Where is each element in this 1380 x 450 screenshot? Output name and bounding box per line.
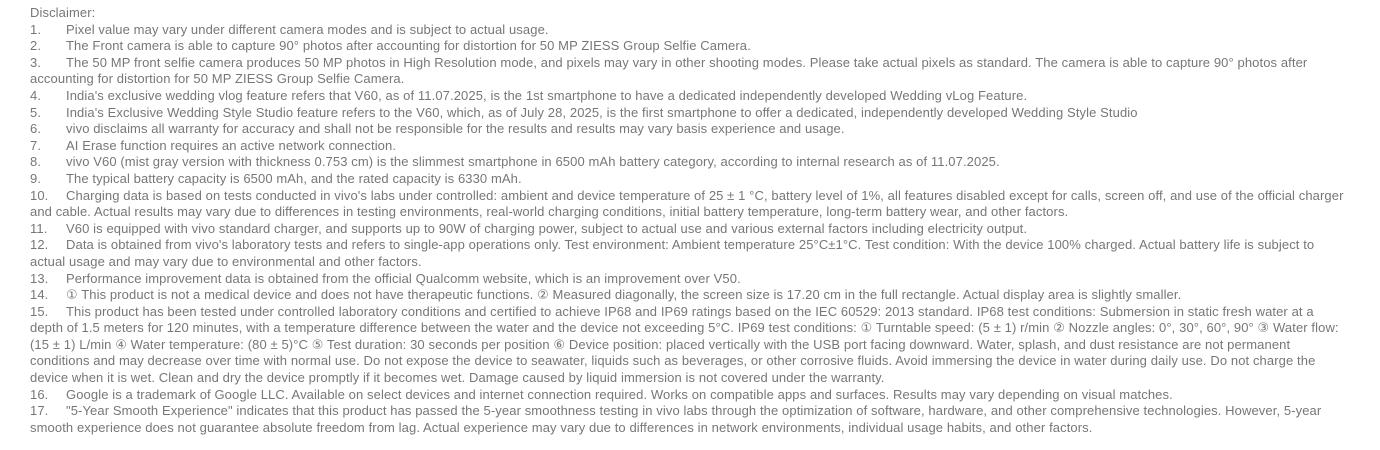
- item-number: 11.: [30, 220, 48, 236]
- disclaimer-item: [30, 55, 1350, 88]
- item-text: ① This product is not a medical device and does not have therapeutic functions. ② Measured diagonally, the screen size is 17.20 cm in the full rectangle. Actual display area is slightly smaller.: [66, 287, 1182, 303]
- item-text: The Front camera is able to capture 90° photos after accounting for distortion for 50 MP ZIESS Group Selfie Camera.: [66, 38, 751, 54]
- item-text: vivo disclaims all warranty for accuracy and shall not be responsible for the results and results may vary basis experience and usage.: [66, 121, 845, 137]
- item-text: V60 is equipped with vivo standard charger, and supports up to 90W of charging power, subject to actual use and various external factors including electricity output.: [66, 220, 1028, 236]
- item-text: Charging data is based on tests conducted in vivo's labs under controlled: ambient and device temperature of 25 ± 1 °C, battery level of 1%, all features disabled except for calls, screen off, and use of the official charger and cable. Actual results may vary due to differences in testing environments, real-world charging conditions, initial battery temperature, long-term battery wear, and other factors.: [30, 187, 1344, 220]
- item-text: vivo V60 (mist gray version with thickness 0.753 cm) is the slimmest smartphone in 6500 mAh battery category, according to internal research as of 11.07.2025.: [66, 154, 1000, 170]
- disclaimer-item: [30, 271, 1350, 288]
- item-text: Pixel value may vary under different camera modes and is subject to actual usage.: [66, 21, 549, 37]
- item-number: 8.: [30, 154, 42, 170]
- disclaimer-item: [30, 121, 1350, 138]
- item-number: 14.: [30, 287, 49, 303]
- item-text: India's exclusive wedding vlog feature refers that V60, as of 11.07.2025, is the 1st smartphone to have a dedicated independently developed Wedding vLog Feature.: [66, 87, 1028, 103]
- item-number: 7.: [30, 137, 42, 153]
- item-text: The 50 MP front selfie camera produces 50 MP photos in High Resolution mode, and pixels may vary in other shooting modes. Please take actual pixels as standard. The camera is able to capture 90° photos after accounting for distortion for 50 MP ZIESS Group Selfie Camera.: [30, 54, 1308, 87]
- item-number: 9.: [30, 170, 42, 186]
- item-text: This product has been tested under controlled laboratory conditions and certified to achieve IP68 and IP69 ratings based on the IEC 60529: 2013 standard. IP68 test conditions: Submersion in static fresh water at a depth of 1.5 meters for 120 minutes, with a temperature difference between the water and the device not exceeding 5°C. IP69 test conditions: ① Turntable speed: (5 ± 1) r/min ② Nozzle angles: 0°, 30°, 60°, 90° ③ Water flow: (15 ± 1) L/min ④ Water temperature: (80 ± 5)°C ⑤ Test duration: 30 seconds per position ⑥ Device position: placed vertically with the USB port facing downward. Water, splash, and dust resistance are not permanent conditions and may decrease over time with normal use. Do not expose the device to seawater, liquids such as beverages, or other corrosive fluids. Avoid immersing the device in water during daily use. Do not charge the device when it is wet. Clean and dry the device promptly if it becomes wet. Damage caused by liquid immersion is not covered under the warranty.: [30, 303, 1339, 386]
- disclaimer-item: [30, 105, 1350, 122]
- item-text: India's Exclusive Wedding Style Studio feature refers to the V60, which, as of July 28, 2025, is the first smartphone to offer a dedicated, independently developed Wedding Style Studio: [66, 104, 1138, 120]
- item-number: 5.: [30, 104, 42, 120]
- disclaimer-item: [30, 22, 1350, 39]
- item-text: The typical battery capacity is 6500 mAh, and the rated capacity is 6330 mAh.: [66, 170, 522, 186]
- disclaimer-item: [30, 403, 1350, 436]
- disclaimer-item: [30, 221, 1350, 238]
- item-text: Data is obtained from vivo's laboratory tests and refers to single-app operations only. Test environment: Ambient temperature 25°C±1°C. Test condition: With the device 100% charged. Actual battery life is subject to actual usage and may vary due to environmental and other factors.: [30, 237, 1315, 269]
- disclaimer-item: [30, 387, 1350, 404]
- disclaimer-item: [30, 88, 1350, 105]
- item-number: 12.: [30, 237, 49, 253]
- disclaimer-item: [30, 38, 1350, 55]
- disclaimer-item: [30, 304, 1350, 387]
- disclaimer-item: [30, 237, 1350, 270]
- item-number: 3.: [30, 54, 42, 70]
- disclaimer-item: [30, 287, 1350, 304]
- disclaimer-list: [30, 22, 1350, 437]
- item-number: 4.: [30, 87, 42, 103]
- item-number: 16.: [30, 386, 49, 402]
- disclaimer-item: [30, 188, 1350, 221]
- item-number: 1.: [30, 21, 42, 37]
- disclaimer-item: [30, 171, 1350, 188]
- item-text: AI Erase function requires an active network connection.: [66, 137, 397, 153]
- disclaimer-item: [30, 138, 1350, 155]
- item-number: 10.: [30, 187, 49, 203]
- item-text: "5-Year Smooth Experience" indicates that this product has passed the 5-year smoothness testing in vivo labs through the optimization of software, hardware, and other comprehensive technologies. However, 5-year smooth experience does not guarantee absolute freedom from lag. Actual experience may vary due to differences in network environments, individual usage habits, and other factors.: [30, 403, 1322, 435]
- item-number: 2.: [30, 38, 42, 54]
- disclaimer-item: [30, 154, 1350, 171]
- item-number: 15.: [30, 303, 49, 319]
- item-number: 6.: [30, 121, 42, 137]
- item-text: Performance improvement data is obtained from the official Qualcomm website, which is an improvement over V50.: [66, 270, 741, 286]
- item-number: 13.: [30, 270, 49, 286]
- disclaimer-title: Disclaimer:: [30, 5, 96, 20]
- item-number: 17.: [30, 403, 49, 419]
- item-text: Google is a trademark of Google LLC. Available on select devices and internet connection required. Works on compatible apps and surfaces. Results may vary depending on visual matches.: [66, 386, 1173, 402]
